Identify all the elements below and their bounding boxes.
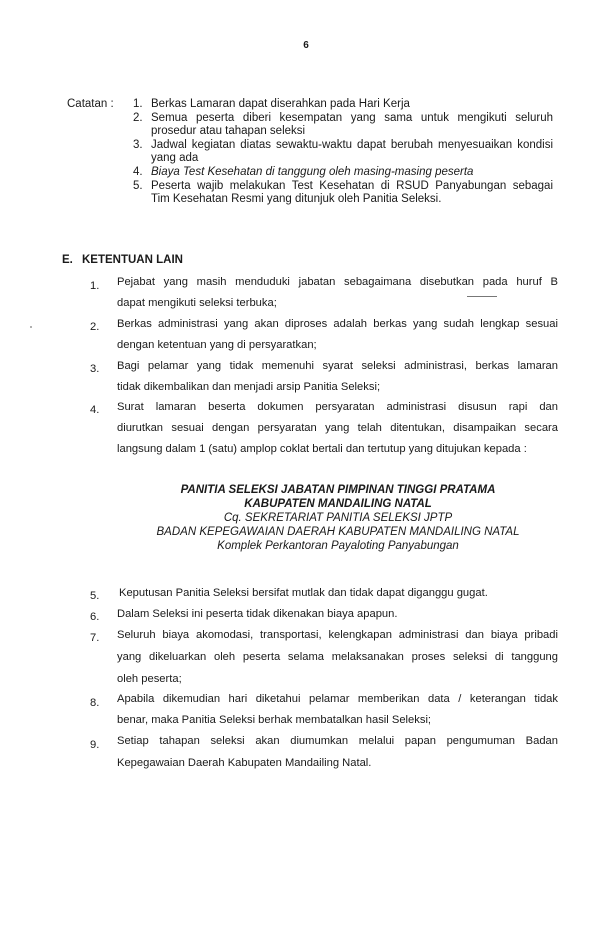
rule-line: Dalam Seleksi ini peserta tidak dikenakan biaya apapun. <box>117 608 398 620</box>
page-number: 6 <box>303 40 309 51</box>
note-number: 3. <box>133 139 143 151</box>
rule-line: dengan ketentuan yang di persyaratkan; <box>117 339 317 351</box>
rule-number: 2. <box>90 321 100 333</box>
rule-line: Kepegawaian Daerah Kabupaten Mandailing Natal. <box>117 757 372 769</box>
note-text-line: Biaya Test Kesehatan di tanggung oleh masing-masing peserta <box>151 166 474 178</box>
note-text-line: Jadwal kegiatan diatas sewaktu-waktu dapat berubah menyesuaikan kondisi <box>151 139 553 151</box>
rule-number: 3. <box>90 363 100 375</box>
section-title: KETENTUAN LAIN <box>82 254 183 266</box>
address-line: Cq. SEKRETARIAT PANITIA SELEKSI JPTP <box>223 512 453 524</box>
rule-number: 4. <box>90 404 100 416</box>
notes-label: Catatan : <box>67 98 114 110</box>
rule-line: yang dikeluarkan oleh peserta selama melaksanakan proses seleksi di tanggung <box>117 651 558 663</box>
note-number: 1. <box>133 98 143 110</box>
rule-number: 8. <box>90 697 100 709</box>
rule-line: langsung dalam 1 (satu) amplop coklat bertali dan tertutup yang ditujukan kepada : <box>117 443 527 455</box>
note-text: Berkas Lamaran dapat diserahkan pada Hari Kerja <box>151 98 410 110</box>
rule-line: Berkas administrasi yang akan diproses adalah berkas yang sudah lengkap sesuai <box>117 318 558 330</box>
rule-number: 1. <box>90 280 100 292</box>
rule-line: Setiap tahapan seleksi akan diumumkan melalui papan pengumuman Badan <box>117 735 558 747</box>
address-line: KABUPATEN MANDAILING NATAL <box>244 498 432 510</box>
address-line: Komplek Perkantoran Payaloting Panyabungan <box>217 540 459 552</box>
rule-line: Pejabat yang masih menduduki jabatan sebagaimana disebutkan pada huruf B <box>117 276 558 288</box>
rule-number: 6. <box>90 611 100 623</box>
note-text-line: prosedur atau tahapan seleksi <box>151 125 306 137</box>
rule-line: Surat lamaran beserta dokumen persyaratan administrasi disusun rapi dan <box>117 401 558 413</box>
rule-line: Apabila dikemudian hari diketahui pelamar memberikan data / keterangan tidak <box>117 693 558 705</box>
rule-number: 9. <box>90 739 100 751</box>
rule-number: 7. <box>90 632 100 644</box>
note-text-line: Peserta wajib melakukan Test Kesehatan di RSUD Panyabungan sebagai <box>151 180 553 192</box>
rule-line: diurutkan sesuai dengan persyaratan yang telah ditentukan, disampaikan secara <box>117 422 558 434</box>
rule-number: 5. <box>90 590 100 602</box>
section-letter: E. <box>62 254 73 266</box>
rule-line: benar, maka Panitia Seleksi berhak membatalkan hasil Seleksi; <box>117 714 432 726</box>
note-number: 5. <box>133 180 143 192</box>
rule-line: dapat mengikuti seleksi terbuka; <box>117 297 277 309</box>
note-text-line: Tim Kesehatan Resmi yang ditunjuk oleh Panitia Seleksi. <box>151 193 442 205</box>
scan-speck <box>30 326 32 328</box>
rule-line: oleh peserta; <box>117 673 182 685</box>
note-text-line: Semua peserta diberi kesempatan yang sama untuk mengikuti seluruh <box>151 112 553 124</box>
pen-mark <box>467 296 497 297</box>
rule-line: tidak dikembalikan dan menjadi arsip Panitia Seleksi; <box>117 381 381 393</box>
rule-line: Bagi pelamar yang tidak memenuhi syarat seleksi administrasi, berkas lamaran <box>117 360 558 372</box>
note-number: 2. <box>133 112 143 124</box>
address-line: BADAN KEPEGAWAIAN DAERAH KABUPATEN MANDAILING NATAL <box>156 526 520 538</box>
rule-line: Keputusan Panitia Seleksi bersifat mutlak dan tidak dapat diganggu gugat. <box>119 587 488 599</box>
note-number: 4. <box>133 166 143 178</box>
note-text-line: yang ada <box>151 152 199 164</box>
rule-line: Seluruh biaya akomodasi, transportasi, kelengkapan administrasi dan biaya pribadi <box>117 629 558 641</box>
address-line: PANITIA SELEKSI JABATAN PIMPINAN TINGGI PRATAMA <box>180 484 496 496</box>
